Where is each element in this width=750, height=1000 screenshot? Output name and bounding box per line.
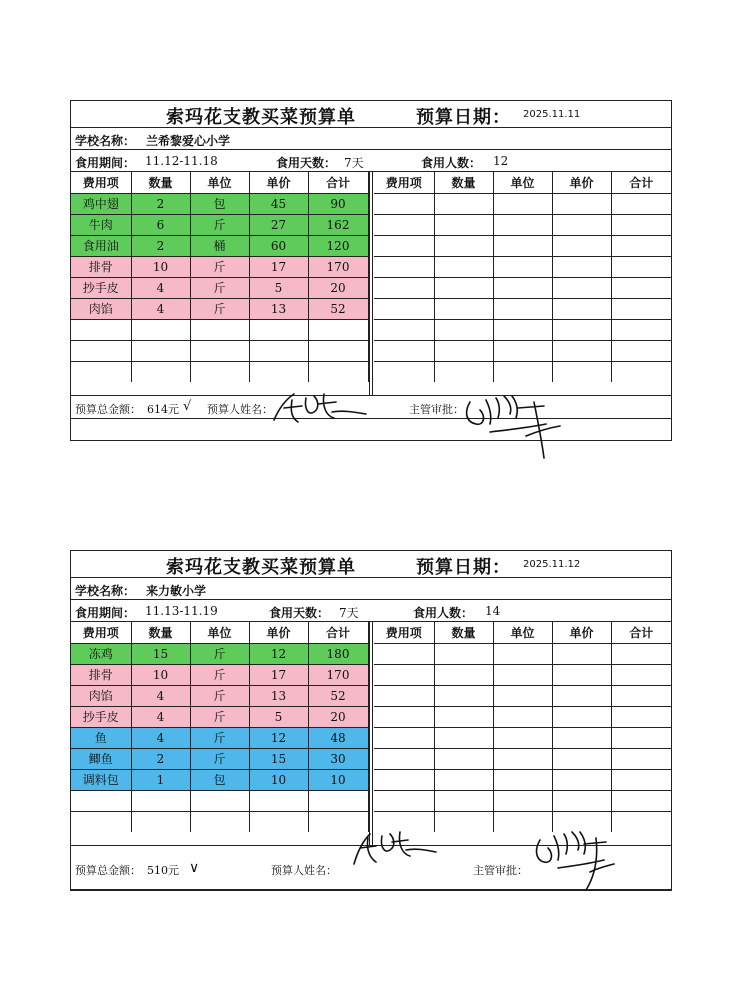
empty-cell <box>308 811 368 832</box>
column-header: 数量 <box>434 172 493 193</box>
cell-unit: 斤 <box>190 643 249 664</box>
table-row <box>71 664 368 685</box>
empty-cell <box>190 340 249 361</box>
cell-price: 27 <box>249 214 308 235</box>
table-header-row <box>71 172 368 193</box>
items-table <box>71 172 369 382</box>
empty-cell <box>374 706 434 727</box>
empty-cell <box>434 769 493 790</box>
items-table <box>71 622 369 832</box>
cell-item: 鲫鱼 <box>71 748 131 769</box>
table-divider <box>369 622 373 845</box>
date-label: 预算日期： <box>416 107 511 128</box>
cell-qty: 2 <box>131 235 190 256</box>
items-table-empty <box>374 172 671 382</box>
cell-unit: 斤 <box>190 727 249 748</box>
cell-total: 52 <box>308 685 368 706</box>
form-title: 索玛花支教买菜预算单 <box>166 557 356 578</box>
empty-cell <box>552 727 611 748</box>
check-mark: ∨ <box>189 860 200 876</box>
cell-item: 抄手皮 <box>71 277 131 298</box>
empty-cell <box>611 361 671 382</box>
cell-qty: 1 <box>131 769 190 790</box>
footer-row <box>71 396 671 419</box>
empty-cell <box>374 664 434 685</box>
column-header: 数量 <box>131 172 190 193</box>
cell-item: 食用油 <box>71 235 131 256</box>
empty-cell <box>434 706 493 727</box>
empty-cell <box>434 277 493 298</box>
table-row <box>374 706 671 727</box>
empty-cell <box>249 790 308 811</box>
empty-cell <box>493 193 552 214</box>
cell-price: 60 <box>249 235 308 256</box>
cell-qty: 4 <box>131 685 190 706</box>
empty-cell <box>552 361 611 382</box>
empty-cell <box>552 769 611 790</box>
empty-cell <box>434 193 493 214</box>
empty-cell <box>611 340 671 361</box>
empty-cell <box>190 790 249 811</box>
empty-cell <box>611 193 671 214</box>
table-row <box>374 340 671 361</box>
table-row <box>374 361 671 382</box>
title-row <box>71 101 671 128</box>
empty-cell <box>493 319 552 340</box>
table-header-row <box>374 172 671 193</box>
empty-cell <box>434 256 493 277</box>
days-value: 7天 <box>344 156 364 170</box>
column-header: 数量 <box>131 622 190 643</box>
column-header: 数量 <box>434 622 493 643</box>
empty-cell <box>552 340 611 361</box>
empty-cell <box>552 706 611 727</box>
empty-cell <box>434 685 493 706</box>
column-header: 单价 <box>249 622 308 643</box>
cell-unit: 斤 <box>190 214 249 235</box>
cell-unit: 斤 <box>190 277 249 298</box>
cell-item: 抄手皮 <box>71 706 131 727</box>
cell-unit: 斤 <box>190 664 249 685</box>
empty-cell <box>249 811 308 832</box>
column-header: 费用项 <box>71 172 131 193</box>
column-header: 单价 <box>552 622 611 643</box>
empty-cell <box>131 340 190 361</box>
table-row <box>71 643 368 664</box>
empty-cell <box>493 256 552 277</box>
column-header: 单位 <box>190 172 249 193</box>
cell-price: 5 <box>249 277 308 298</box>
cell-total: 90 <box>308 193 368 214</box>
column-header: 合计 <box>611 622 671 643</box>
cell-qty: 10 <box>131 256 190 277</box>
cell-price: 45 <box>249 193 308 214</box>
empty-cell <box>249 340 308 361</box>
cell-unit: 斤 <box>190 685 249 706</box>
empty-cell <box>493 706 552 727</box>
table-row <box>374 769 671 790</box>
total-label: 预算总金额： <box>75 864 141 877</box>
cell-unit: 斤 <box>190 298 249 319</box>
empty-cell <box>374 235 434 256</box>
table-row <box>71 361 368 382</box>
period-value: 11.12-11.18 <box>145 154 218 168</box>
table-row <box>374 685 671 706</box>
table-row <box>71 214 368 235</box>
cell-qty: 4 <box>131 706 190 727</box>
cell-qty: 2 <box>131 193 190 214</box>
table-row <box>374 193 671 214</box>
cell-total: 20 <box>308 706 368 727</box>
empty-cell <box>611 277 671 298</box>
empty-cell <box>611 664 671 685</box>
table-row <box>374 811 671 832</box>
table-row <box>374 748 671 769</box>
cell-price: 12 <box>249 643 308 664</box>
cell-total: 170 <box>308 256 368 277</box>
table-row <box>71 685 368 706</box>
empty-cell <box>374 298 434 319</box>
empty-cell <box>190 361 249 382</box>
people-value: 14 <box>485 604 501 618</box>
empty-cell <box>611 685 671 706</box>
school-name: 兰希黎爱心小学 <box>146 134 231 148</box>
table-row <box>374 790 671 811</box>
school-row <box>71 128 671 150</box>
empty-cell <box>434 298 493 319</box>
cell-qty: 4 <box>131 298 190 319</box>
column-header: 单价 <box>552 172 611 193</box>
table-row <box>71 256 368 277</box>
empty-cell <box>374 214 434 235</box>
table-header-row <box>374 622 671 643</box>
cell-price: 17 <box>249 256 308 277</box>
empty-cell <box>552 811 611 832</box>
empty-cell <box>308 340 368 361</box>
empty-cell <box>611 319 671 340</box>
footer-row <box>71 846 671 890</box>
cell-total: 162 <box>308 214 368 235</box>
days-value: 7天 <box>339 606 359 620</box>
empty-cell <box>374 811 434 832</box>
cell-item: 鸡中翅 <box>71 193 131 214</box>
column-header: 合计 <box>308 622 368 643</box>
cell-unit: 桶 <box>190 235 249 256</box>
cell-price: 17 <box>249 664 308 685</box>
empty-cell <box>434 727 493 748</box>
empty-cell <box>71 340 131 361</box>
days-label: 食用天数： <box>269 606 330 620</box>
table-row <box>374 256 671 277</box>
column-header: 单位 <box>493 622 552 643</box>
table-row <box>71 340 368 361</box>
cell-item: 冻鸡 <box>71 643 131 664</box>
total-value: 614元 <box>147 403 179 416</box>
empty-cell <box>611 706 671 727</box>
empty-cell <box>131 319 190 340</box>
empty-cell <box>611 256 671 277</box>
empty-cell <box>552 193 611 214</box>
empty-cell <box>190 319 249 340</box>
cell-qty: 15 <box>131 643 190 664</box>
cell-qty: 2 <box>131 748 190 769</box>
check-mark: √ <box>183 399 192 414</box>
empty-cell <box>374 361 434 382</box>
period-label: 食用期间： <box>75 156 136 170</box>
items-grid <box>71 172 671 396</box>
table-row <box>71 277 368 298</box>
table-row <box>71 706 368 727</box>
empty-cell <box>434 319 493 340</box>
total-value: 510元 <box>147 864 179 877</box>
empty-cell <box>374 256 434 277</box>
column-header: 合计 <box>611 172 671 193</box>
period-label: 食用期间： <box>75 606 136 620</box>
table-row <box>71 727 368 748</box>
empty-cell <box>493 235 552 256</box>
days-label: 食用天数： <box>276 156 337 170</box>
items-grid <box>71 622 671 846</box>
empty-cell <box>493 748 552 769</box>
table-row <box>71 748 368 769</box>
empty-cell <box>552 664 611 685</box>
empty-cell <box>71 319 131 340</box>
empty-cell <box>493 643 552 664</box>
empty-cell <box>493 727 552 748</box>
cell-price: 15 <box>249 748 308 769</box>
table-row <box>374 214 671 235</box>
school-row <box>71 578 671 600</box>
empty-cell <box>552 214 611 235</box>
table-row <box>71 298 368 319</box>
table-row <box>374 643 671 664</box>
empty-cell <box>434 361 493 382</box>
table-row <box>374 298 671 319</box>
approver-label: 主管审批： <box>473 864 528 877</box>
empty-cell <box>374 727 434 748</box>
cell-item: 鱼 <box>71 727 131 748</box>
form-title: 索玛花支教买菜预算单 <box>166 107 356 128</box>
empty-cell <box>493 790 552 811</box>
table-row <box>71 319 368 340</box>
info-row <box>71 150 671 172</box>
table-row <box>71 811 368 832</box>
empty-cell <box>434 664 493 685</box>
cell-price: 13 <box>249 298 308 319</box>
empty-cell <box>552 277 611 298</box>
total-label: 预算总金额： <box>75 403 141 416</box>
empty-cell <box>552 748 611 769</box>
table-row <box>71 235 368 256</box>
period-value: 11.13-11.19 <box>145 604 218 618</box>
table-row <box>374 319 671 340</box>
table-row <box>374 235 671 256</box>
column-header: 单价 <box>249 172 308 193</box>
approver-label: 主管审批： <box>409 403 464 416</box>
school-label: 学校名称： <box>75 584 136 598</box>
cell-unit: 包 <box>190 769 249 790</box>
column-header: 单位 <box>493 172 552 193</box>
empty-cell <box>611 214 671 235</box>
empty-cell <box>493 811 552 832</box>
empty-cell <box>71 811 131 832</box>
cell-item: 排骨 <box>71 664 131 685</box>
table-row <box>71 790 368 811</box>
empty-cell <box>374 193 434 214</box>
cell-total: 52 <box>308 298 368 319</box>
cell-unit: 斤 <box>190 748 249 769</box>
empty-cell <box>552 319 611 340</box>
empty-cell <box>611 790 671 811</box>
cell-total: 120 <box>308 235 368 256</box>
empty-cell <box>611 298 671 319</box>
empty-cell <box>552 685 611 706</box>
preparer-label: 预算人姓名： <box>207 403 273 416</box>
people-value: 12 <box>493 154 509 168</box>
cell-total: 10 <box>308 769 368 790</box>
cell-total: 30 <box>308 748 368 769</box>
empty-cell <box>308 790 368 811</box>
empty-cell <box>611 235 671 256</box>
table-row <box>374 727 671 748</box>
empty-cell <box>71 790 131 811</box>
empty-cell <box>374 643 434 664</box>
cell-total: 170 <box>308 664 368 685</box>
school-label: 学校名称： <box>75 134 136 148</box>
school-name: 来力敏小学 <box>146 584 207 598</box>
preparer-label: 预算人姓名： <box>271 864 337 877</box>
cell-item: 调料包 <box>71 769 131 790</box>
cell-total: 20 <box>308 277 368 298</box>
empty-cell <box>611 643 671 664</box>
table-row <box>71 193 368 214</box>
empty-cell <box>493 664 552 685</box>
empty-cell <box>552 790 611 811</box>
column-header: 费用项 <box>71 622 131 643</box>
empty-cell <box>611 769 671 790</box>
cell-qty: 6 <box>131 214 190 235</box>
cell-unit: 斤 <box>190 256 249 277</box>
empty-cell <box>374 319 434 340</box>
empty-cell <box>552 298 611 319</box>
blank-row <box>71 419 671 440</box>
empty-cell <box>308 319 368 340</box>
empty-cell <box>249 319 308 340</box>
title-row <box>71 551 671 578</box>
table-header-row <box>71 622 368 643</box>
cell-price: 10 <box>249 769 308 790</box>
column-header: 费用项 <box>374 172 434 193</box>
empty-cell <box>71 361 131 382</box>
empty-cell <box>611 748 671 769</box>
empty-cell <box>552 235 611 256</box>
empty-cell <box>131 811 190 832</box>
date-label: 预算日期： <box>416 557 511 578</box>
empty-cell <box>374 277 434 298</box>
empty-cell <box>493 298 552 319</box>
table-row <box>71 769 368 790</box>
cell-item: 肉馅 <box>71 298 131 319</box>
empty-cell <box>434 235 493 256</box>
cell-qty: 4 <box>131 277 190 298</box>
column-header: 费用项 <box>374 622 434 643</box>
table-divider <box>369 172 373 395</box>
budget-form-2 <box>70 550 672 891</box>
cell-total: 180 <box>308 643 368 664</box>
date-value: 2025.11.11 <box>523 109 581 120</box>
date-value: 2025.11.12 <box>523 559 581 570</box>
cell-qty: 4 <box>131 727 190 748</box>
cell-qty: 10 <box>131 664 190 685</box>
empty-cell <box>308 361 368 382</box>
empty-cell <box>434 748 493 769</box>
empty-cell <box>434 811 493 832</box>
table-row <box>374 277 671 298</box>
cell-item: 排骨 <box>71 256 131 277</box>
empty-cell <box>249 361 308 382</box>
empty-cell <box>374 340 434 361</box>
empty-cell <box>374 790 434 811</box>
info-row <box>71 600 671 622</box>
cell-total: 48 <box>308 727 368 748</box>
cell-unit: 包 <box>190 193 249 214</box>
empty-cell <box>190 811 249 832</box>
empty-cell <box>611 811 671 832</box>
empty-cell <box>131 790 190 811</box>
empty-cell <box>434 790 493 811</box>
empty-cell <box>611 727 671 748</box>
empty-cell <box>493 769 552 790</box>
empty-cell <box>493 214 552 235</box>
empty-cell <box>374 748 434 769</box>
cell-item: 肉馅 <box>71 685 131 706</box>
cell-price: 5 <box>249 706 308 727</box>
empty-cell <box>552 256 611 277</box>
empty-cell <box>434 214 493 235</box>
column-header: 合计 <box>308 172 368 193</box>
cell-price: 13 <box>249 685 308 706</box>
cell-price: 12 <box>249 727 308 748</box>
table-row <box>374 664 671 685</box>
empty-cell <box>434 643 493 664</box>
budget-form-1 <box>70 100 672 441</box>
empty-cell <box>434 340 493 361</box>
empty-cell <box>493 361 552 382</box>
empty-cell <box>493 277 552 298</box>
empty-cell <box>374 769 434 790</box>
people-label: 食用人数： <box>413 606 474 620</box>
empty-cell <box>374 685 434 706</box>
cell-item: 牛肉 <box>71 214 131 235</box>
empty-cell <box>552 643 611 664</box>
empty-cell <box>493 685 552 706</box>
people-label: 食用人数： <box>421 156 482 170</box>
empty-cell <box>131 361 190 382</box>
column-header: 单位 <box>190 622 249 643</box>
empty-cell <box>493 340 552 361</box>
items-table-empty <box>374 622 671 832</box>
cell-unit: 斤 <box>190 706 249 727</box>
